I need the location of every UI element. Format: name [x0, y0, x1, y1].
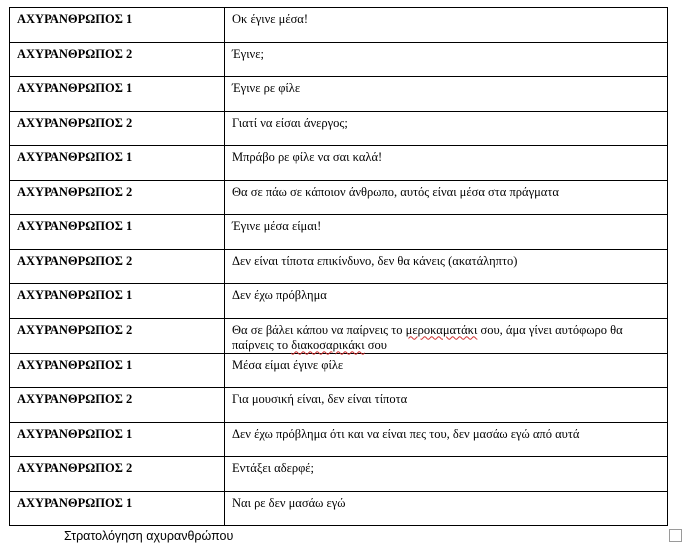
speaker-cell[interactable]: ΑΧΥΡΑΝΘΡΩΠΟΣ 1: [10, 215, 225, 250]
table-row: [10, 353, 668, 388]
table-row: [10, 388, 668, 423]
speaker-cell[interactable]: ΑΧΥΡΑΝΘΡΩΠΟΣ 1: [10, 353, 225, 388]
table-row: [10, 284, 668, 319]
table-row: [10, 215, 668, 250]
spellcheck-flagged-word[interactable]: διακοσαρικάκι: [291, 337, 365, 352]
line-cell[interactable]: Μέσα είμαι έγινε φίλε: [225, 353, 668, 388]
line-cell[interactable]: Ναι ρε δεν μασάω εγώ: [225, 491, 668, 526]
speaker-cell[interactable]: ΑΧΥΡΑΝΘΡΩΠΟΣ 2: [10, 249, 225, 284]
speaker-cell[interactable]: ΑΧΥΡΑΝΘΡΩΠΟΣ 2: [10, 111, 225, 146]
table-caption[interactable]: Στρατολόγηση αχυρανθρώπου: [64, 529, 234, 543]
speaker-cell[interactable]: ΑΧΥΡΑΝΘΡΩΠΟΣ 2: [10, 180, 225, 215]
table-row: [10, 180, 668, 215]
line-cell[interactable]: Για μουσική είναι, δεν είναι τίποτα: [225, 388, 668, 423]
table-row: [10, 8, 668, 43]
table-row: [10, 318, 668, 353]
line-cell[interactable]: Δεν είναι τίποτα επικίνδυνο, δεν θα κάνεις (ακατάληπτο): [225, 249, 668, 284]
line-cell[interactable]: Έγινε μέσα είμαι!: [225, 215, 668, 250]
spellcheck-flagged-word[interactable]: μεροκαματάκι: [405, 322, 478, 337]
line-cell[interactable]: Έγινε;: [225, 42, 668, 77]
line-cell[interactable]: [225, 318, 668, 353]
speaker-cell[interactable]: ΑΧΥΡΑΝΘΡΩΠΟΣ 2: [10, 42, 225, 77]
table-row: [10, 77, 668, 112]
speaker-cell[interactable]: ΑΧΥΡΑΝΘΡΩΠΟΣ 1: [10, 77, 225, 112]
line-cell[interactable]: Μπράβο ρε φίλε να σαι καλά!: [225, 146, 668, 181]
line-cell[interactable]: Θα σε πάω σε κάποιον άνθρωπο, αυτός είναι μέσα στα πράγματα: [225, 180, 668, 215]
line-cell[interactable]: Γιατί να είσαι άνεργος;: [225, 111, 668, 146]
table-row: [10, 457, 668, 492]
line-cell[interactable]: Εντάξει αδερφέ;: [225, 457, 668, 492]
speaker-cell[interactable]: ΑΧΥΡΑΝΘΡΩΠΟΣ 2: [10, 388, 225, 423]
speaker-cell[interactable]: ΑΧΥΡΑΝΘΡΩΠΟΣ 1: [10, 491, 225, 526]
table-row: [10, 422, 668, 457]
speaker-cell[interactable]: ΑΧΥΡΑΝΘΡΩΠΟΣ 1: [10, 284, 225, 319]
line-cell[interactable]: Έγινε ρε φίλε: [225, 77, 668, 112]
line-cell[interactable]: Οκ έγινε μέσα!: [225, 8, 668, 43]
line-text: Θα σε βάλει κάπου να παίρνεις το: [232, 322, 406, 337]
table-resize-handle[interactable]: [669, 529, 682, 542]
table-row: [10, 146, 668, 181]
speaker-cell[interactable]: ΑΧΥΡΑΝΘΡΩΠΟΣ 2: [10, 457, 225, 492]
line-cell[interactable]: Δεν έχω πρόβλημα ότι και να είναι πες του, δεν μασάω εγώ από αυτά: [225, 422, 668, 457]
table-row: [10, 491, 668, 526]
speaker-cell[interactable]: ΑΧΥΡΑΝΘΡΩΠΟΣ 1: [10, 8, 225, 43]
dialogue-table: [9, 7, 668, 526]
table-row: [10, 111, 668, 146]
line-text: σου, άμα γίνει αυτόφωρο θα παίρνεις το: [232, 322, 623, 352]
line-cell[interactable]: Δεν έχω πρόβλημα: [225, 284, 668, 319]
speaker-cell[interactable]: ΑΧΥΡΑΝΘΡΩΠΟΣ 2: [10, 318, 225, 353]
table-row: [10, 42, 668, 77]
line-text: σου: [364, 337, 387, 352]
speaker-cell[interactable]: ΑΧΥΡΑΝΘΡΩΠΟΣ 1: [10, 146, 225, 181]
table-row: [10, 249, 668, 284]
speaker-cell[interactable]: ΑΧΥΡΑΝΘΡΩΠΟΣ 1: [10, 422, 225, 457]
